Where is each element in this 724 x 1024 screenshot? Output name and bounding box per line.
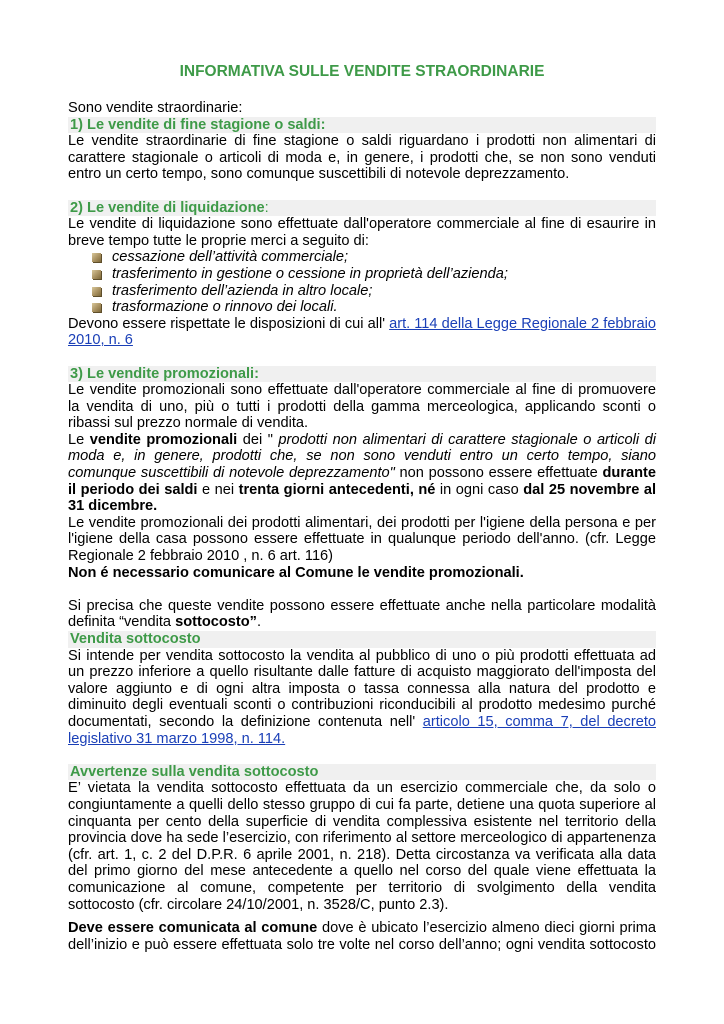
sottocosto-text: Si intende per vendita sottocosto la vendita al pubblico di uno o più prodotti effettuata ad un prezzo inferiore a quello risultante dalle fatture di acquisto maggiorato dell'imposta del valore aggiunto e di ogni altra imposta o tassa connessa alla natura del prodotto e diminuito degli eventuali sconti o contribuzioni riconducibili al prodotto medesimo purché documentati, secondo la definizione contenuta nell' articolo 15, comma 7, del decreto legislativo 31 marzo 1998, n. 114. [68, 647, 656, 747]
liquidazione-text: Le vendite di liquidazione sono effettuate dall'operatore commerciale al fine di esaurire in breve tempo tutte le proprie merci a seguito di: [68, 216, 656, 249]
promozionali-restrictions: Le vendite promozionali dei " prodotti non alimentari di carattere stagionale o articoli di moda e, in genere, prodotti che, se non sono venduti entro un certo tempo, siano comunque suscettibili di notevole deprezzamento" non possono essere effettuate durante il periodo dei saldi e nei trenta giorni antecedenti, né in ogni caso dal 25 novembre al 31 dicembre. [68, 431, 656, 515]
section-heading-promozionali: 3) Le vendite promozionali: [68, 366, 656, 383]
promozionali-alimentari: Le vendite promozionali dei prodotti alimentari, dei prodotti per l'igiene della persona e per l'igiene della casa possono essere effettuate in qualunque periodo dell'anno. (cfr. Legge Regionale 2 febbraio 2010 , n. 6 art. 116) [68, 514, 656, 565]
law-link-art-114[interactable]: art. 114 della Legge Regionale 2 febbraio 2010, n. 6 [68, 315, 656, 349]
list-item: trasformazione o rinnovo dei locali. [92, 299, 656, 316]
intro-text: Sono vendite straordinarie: [68, 100, 243, 116]
avvertenze-comunicazione: Deve essere comunicata al comune dove è ubicato l’esercizio almeno dieci giorni prima dell’inizio e può essere effettuata solo tre volte nel corso dell’anno; ogni vendita sottocosto [68, 920, 656, 953]
list-item: trasferimento dell’azienda in altro locale; [92, 283, 656, 300]
document-page [68, 62, 656, 953]
section-heading-avvertenze: Avvertenze sulla vendita sottocosto [68, 764, 656, 781]
bullet-icon [92, 303, 101, 312]
bullet-icon [92, 287, 101, 296]
list-item: trasferimento in gestione o cessione in proprietà dell’azienda; [92, 266, 656, 283]
avvertenze-text: E’ vietata la vendita sottocosto effettuata da un esercizio commerciale che, da solo o congiuntamente a quelli dello stesso gruppo di cui fa parte, detiene una quota superiore al cinquanta per cento della superficie di vendita complessiva esistente nel territorio della provincia dove ha sede l’esercizio, con riferimento al settore merceologico di appartenenza (cfr. art. 1, c. 2 del D.P.R. 6 aprile 2001, n. 218). Detta circostanza va verificata alla data del primo giorno del mese antecedente a quello nel corso del quale viene effettuata la comunicazione al comune, competente per territorio di svolgimento della vendita sottocosto (cfr. circolare 24/10/2001, n. 3528/C, punto 2.3). [68, 780, 656, 913]
promozionali-note: Non é necessario comunicare al Comune le vendite promozionali. [68, 564, 524, 581]
bullet-icon [92, 270, 101, 279]
liquidazione-law: Devono essere rispettate le disposizioni di cui all' art. 114 della Legge Regionale 2 febbraio 2010, n. 6 [68, 315, 656, 349]
section-heading-saldi: 1) Le vendite di fine stagione o saldi: [68, 117, 656, 134]
section-heading-liquidazione [68, 200, 656, 217]
sottocosto-intro: Si precisa che queste vendite possono essere effettuate anche nella particolare modalità definita “vendita sottocosto”. [68, 597, 656, 631]
law-link-articolo-15[interactable]: articolo 15, comma 7, del decreto legislativo 31 marzo 1998, n. 114. [68, 713, 656, 747]
liquidazione-list [68, 249, 656, 315]
liquidazione-heading-colon: : [264, 199, 269, 216]
promozionali-text: Le vendite promozionali sono effettuate dall'operatore commerciale al fine di promuovere la vendita di uno, più o tutti i prodotti della gamma merceologica, applicando sconti o ribassi sul prezzo normale di vendita. [68, 382, 656, 432]
saldi-text: Le vendite straordinarie di fine stagione o saldi riguardano i prodotti non alimentari di carattere stagionale o articoli di moda e, in genere, i prodotti che, se non sono venduti entro un certo tempo, sono comunque suscettibili di notevole deprezzamento. [68, 133, 656, 183]
page-title: INFORMATIVA SULLE VENDITE STRAORDINARIE [179, 63, 545, 80]
liquidazione-heading-label: 2) Le vendite di liquidazione [70, 199, 265, 216]
list-item: cessazione dell’attività commerciale; [92, 249, 656, 266]
bullet-icon [92, 253, 101, 262]
section-heading-sottocosto: Vendita sottocosto [68, 631, 656, 648]
